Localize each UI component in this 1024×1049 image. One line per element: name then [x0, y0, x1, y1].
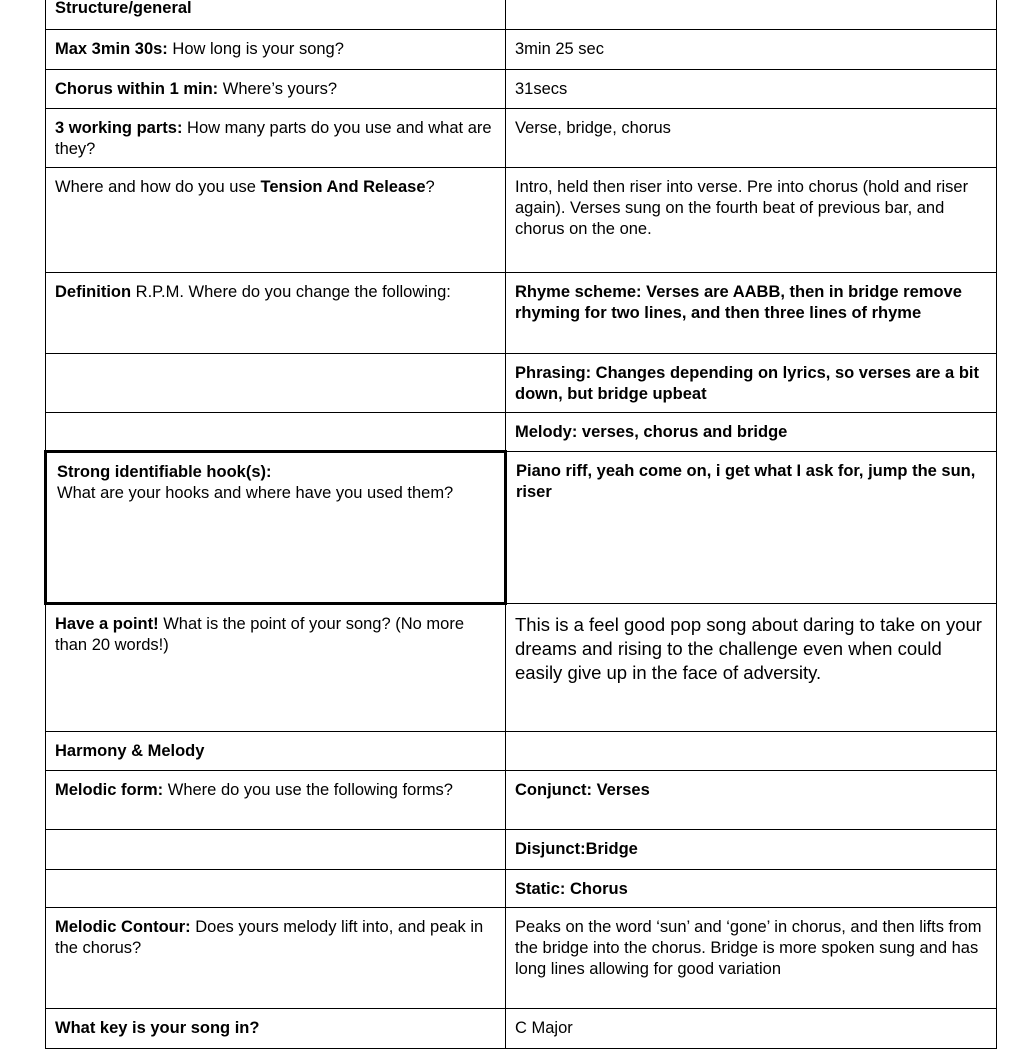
- table-row: [46, 109, 997, 168]
- label-bold: What key is your song in?: [55, 1019, 260, 1037]
- section-heading: Harmony & Melody: [55, 742, 205, 760]
- answer-text: 31secs: [515, 80, 568, 98]
- table-row: [46, 1009, 997, 1049]
- row-label: [46, 354, 506, 413]
- table-row: [46, 604, 997, 732]
- row-answer: [506, 273, 997, 354]
- row-label: [46, 604, 506, 732]
- answer-text: Intro, held then riser into verse. Pre into chorus (hold and riser again). Verses sung on the fourth beat of previous bar, and chorus on the one.: [515, 178, 969, 238]
- row-label: [46, 109, 506, 168]
- table-row: [46, 273, 997, 354]
- row-label: [46, 168, 506, 273]
- row-answer: [506, 870, 997, 908]
- label-text: How many parts do you use and what are they?: [55, 119, 492, 158]
- table-row: [46, 452, 997, 604]
- row-label: [46, 908, 506, 1009]
- answer-text: Melody: verses, chorus and bridge: [515, 423, 788, 441]
- answer-text: Phrasing: Changes depending on lyrics, so verses are a bit down, but bridge upbeat: [515, 364, 979, 403]
- table-row: [46, 732, 997, 771]
- song-checklist-table: [44, 0, 997, 1049]
- table-row: [46, 870, 997, 908]
- answer-text: Piano riff, yeah come on, i get what I ask for, jump the sun, riser: [516, 462, 976, 501]
- label-bold: Melodic form:: [55, 781, 164, 799]
- row-answer: [506, 452, 997, 604]
- table-row: [46, 168, 997, 273]
- label-bold: Strong identifiable hook(s):: [57, 463, 272, 481]
- label-bold: Max 3min 30s:: [55, 40, 168, 58]
- section-heading: Structure/general: [55, 0, 192, 17]
- row-label: [46, 870, 506, 908]
- row-label: [46, 732, 506, 771]
- answer-text: This is a feel good pop song about daring to take on your dreams and rising to the challenge even when could easily give up in the face of adversity.: [515, 614, 982, 683]
- row-label: [46, 70, 506, 109]
- label-bold: Chorus within 1 min:: [55, 80, 219, 98]
- answer-text: Rhyme scheme: Verses are AABB, then in bridge remove rhyming for two lines, and then three lines of rhyme: [515, 283, 962, 322]
- row-answer: [506, 604, 997, 732]
- row-label: [46, 0, 506, 30]
- answer-text: C Major: [515, 1019, 573, 1037]
- label-text: R.P.M. Where do you change the following:: [131, 283, 451, 301]
- label-text: What are your hooks and where have you used them?: [57, 484, 454, 502]
- row-answer: [506, 908, 997, 1009]
- row-answer: [506, 0, 997, 30]
- row-label: [46, 771, 506, 830]
- table-row: [46, 70, 997, 109]
- label-bold: Have a point!: [55, 615, 159, 633]
- row-answer: [506, 30, 997, 70]
- row-label: [46, 273, 506, 354]
- label-text: How long is your song?: [167, 40, 344, 58]
- row-answer: [506, 1009, 997, 1049]
- label-text: Where do you use the following forms?: [163, 781, 453, 799]
- table-row: [46, 908, 997, 1009]
- table-row: [46, 413, 997, 452]
- label-bold: Tension And Release: [260, 178, 426, 196]
- answer-text: Static: Chorus: [515, 880, 628, 898]
- label-text: ?: [425, 178, 435, 196]
- label-text: Where’s yours?: [218, 80, 338, 98]
- table-row: [46, 771, 997, 830]
- label-bold: 3 working parts:: [55, 119, 183, 137]
- answer-text: Disjunct:Bridge: [515, 840, 638, 858]
- row-answer: [506, 109, 997, 168]
- row-label: [46, 1009, 506, 1049]
- row-answer: [506, 830, 997, 870]
- label-bold: Definition: [55, 283, 132, 301]
- answer-text: Verse, bridge, chorus: [515, 119, 671, 137]
- row-answer: [506, 354, 997, 413]
- table-row: [46, 830, 997, 870]
- label-bold: Melodic Contour:: [55, 918, 191, 936]
- row-label: [46, 452, 506, 604]
- answer-text: Conjunct: Verses: [515, 781, 650, 799]
- table-row: [46, 30, 997, 70]
- row-answer: [506, 732, 997, 771]
- row-answer: [506, 771, 997, 830]
- label-text: Does yours melody lift into, and peak in the chorus?: [55, 918, 484, 957]
- row-answer: [506, 413, 997, 452]
- label-text: What is the point of your song? (No more than 20 words!): [55, 615, 465, 654]
- row-label: [46, 830, 506, 870]
- answer-text: Peaks on the word ‘sun’ and ‘gone’ in chorus, and then lifts from the bridge into the chorus. Bridge is more spoken sung and has long lines allowing for good variation: [515, 918, 982, 978]
- row-label: [46, 413, 506, 452]
- table-row: [46, 354, 997, 413]
- row-answer: [506, 168, 997, 273]
- row-answer: [506, 70, 997, 109]
- label-text: Where and how do you use: [55, 178, 261, 196]
- answer-text: 3min 25 sec: [515, 40, 604, 58]
- table-row: [46, 0, 997, 30]
- row-label: [46, 30, 506, 70]
